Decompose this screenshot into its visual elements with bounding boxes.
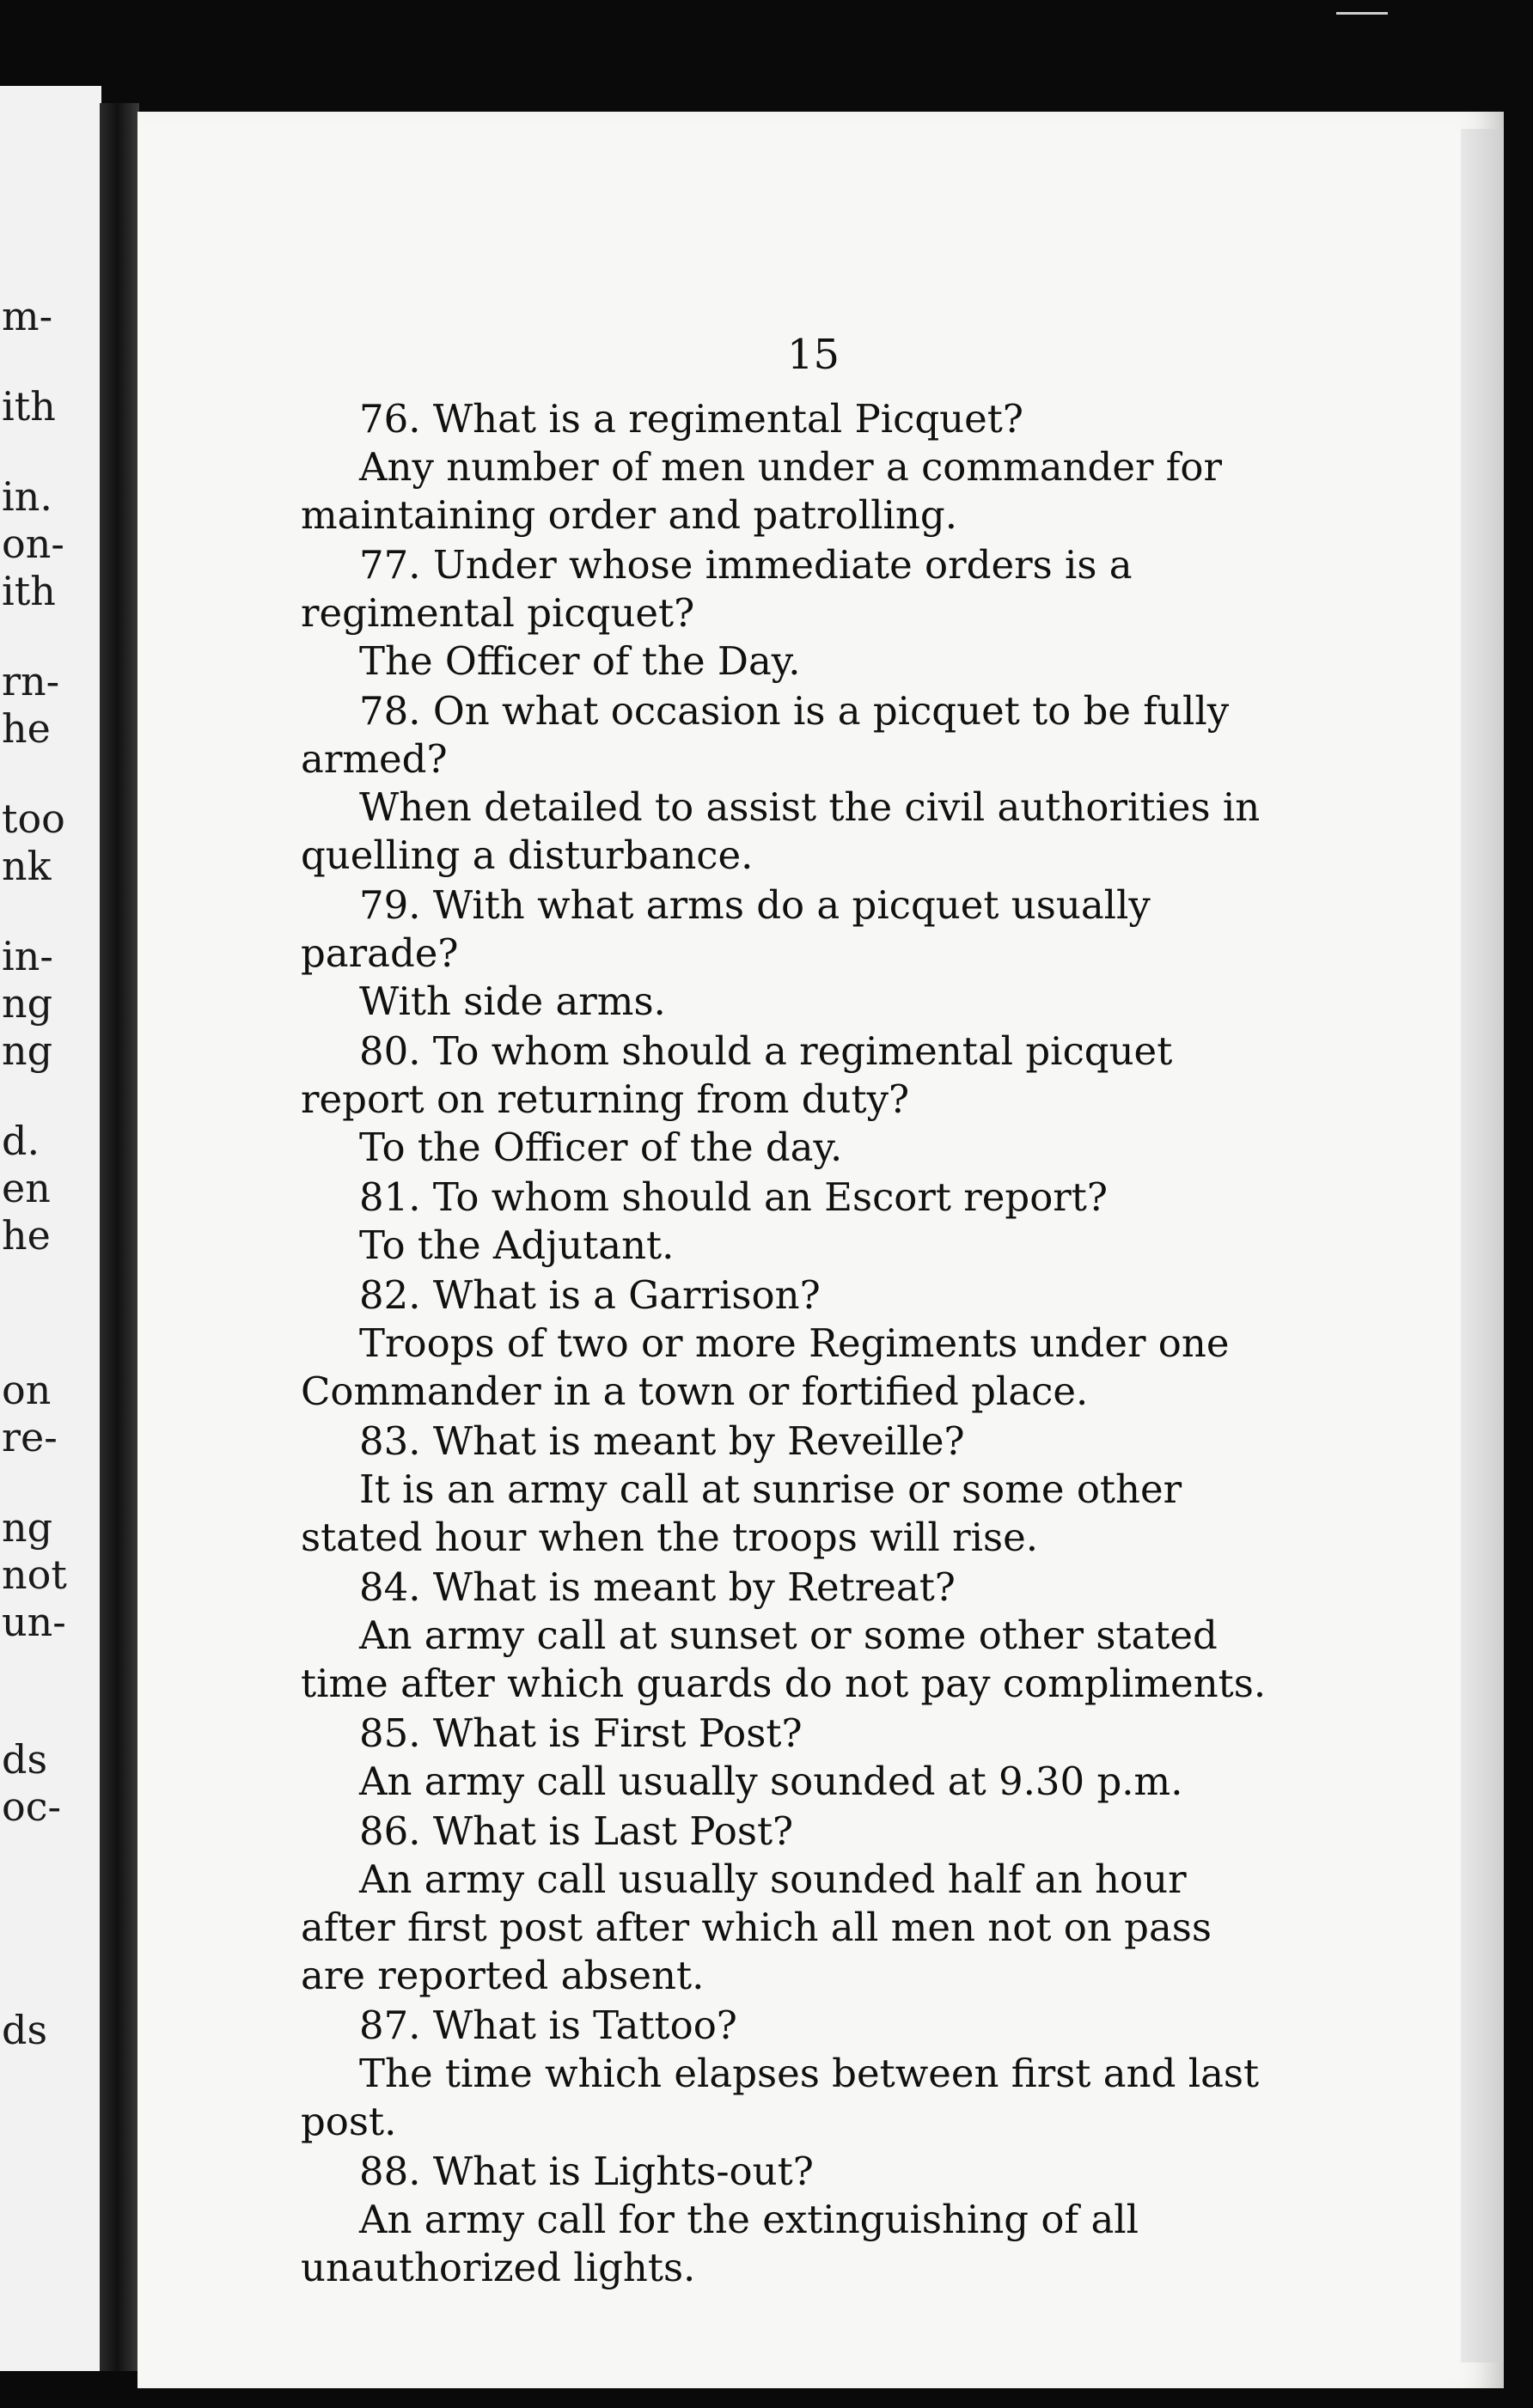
question: 82. What is a Garrison? (359, 1272, 821, 1318)
question: 79. With what arms do a picquet usually parade? (301, 882, 1151, 976)
left-page-fragment: ds (2, 2007, 48, 2053)
left-page-fragment: re- (2, 1414, 58, 1460)
left-page-fragment: not (2, 1551, 67, 1598)
question: 80. To whom should a regimental picquet report on returning from duty? (301, 1028, 1173, 1122)
left-page-fragment: he (2, 705, 51, 752)
answer: It is an army call at sunrise or some other stated hour when the troops will rise. (301, 1466, 1182, 1560)
question: 84. What is meant by Retreat? (359, 1564, 956, 1610)
answer: To the Adjutant. (359, 1222, 675, 1268)
left-page-fragment: rn- (2, 658, 60, 704)
left-page-fragment: ng (2, 1504, 53, 1551)
question: 81. To whom should an Escort report? (359, 1174, 1109, 1220)
left-page-fragment: he (2, 1212, 51, 1259)
answer: An army call at sunset or some other stated time after which guards do not pay compliments. (301, 1612, 1267, 1706)
left-page-fragment: ng (2, 980, 53, 1027)
answer: The time which elapses between first and last post. (301, 2051, 1260, 2144)
page-edge-shadow (1461, 129, 1504, 2362)
question: 76. What is a regimental Picquet? (359, 396, 1023, 442)
question: 85. What is First Post? (359, 1710, 803, 1756)
left-page-fragment: in. (2, 473, 52, 520)
left-page-fragment: un- (2, 1599, 66, 1645)
left-facing-page (0, 86, 101, 2371)
left-page-fragment: d. (2, 1118, 40, 1164)
answer: To the Officer of the day. (359, 1125, 843, 1170)
left-page-fragment: ds (2, 1736, 48, 1783)
answer: Any number of men under a commander for maintaining order and patrolling. (301, 444, 1223, 538)
answer: When detailed to assist the civil authorities in quelling a disturbance. (301, 784, 1261, 878)
left-page-fragment: in- (2, 933, 53, 979)
question: 83. What is meant by Reveille? (359, 1418, 965, 1464)
answer: An army call usually sounded half an hour after first post after which all men not on pass are reported absent. (301, 1856, 1212, 1998)
left-page-fragment: m- (2, 293, 53, 339)
answer: The Officer of the Day. (359, 638, 801, 684)
left-page-fragment: ith (2, 568, 56, 614)
left-page-fragment: on (2, 1367, 52, 1413)
left-page-fragment: nk (2, 843, 52, 889)
page-number: 15 (787, 331, 840, 379)
answer: An army call usually sounded at 9.30 p.m. (359, 1759, 1183, 1804)
left-page-fragment: ith (2, 383, 56, 430)
question: 86. What is Last Post? (359, 1808, 794, 1854)
question: 87. What is Tattoo? (359, 2003, 737, 2048)
question: 88. What is Lights-out? (359, 2149, 814, 2194)
book-gutter (100, 103, 139, 2371)
left-page-fragment: oc- (2, 1783, 61, 1830)
question: 77. Under whose immediate orders is a regimental picquet? (301, 542, 1133, 636)
left-page-fragment: on- (2, 521, 64, 567)
left-page-fragment: ng (2, 1027, 53, 1074)
book-page (137, 112, 1504, 2388)
answer: An army call for the extinguishing of all unauthorized lights. (301, 2197, 1139, 2290)
answer: With side arms. (359, 978, 666, 1024)
left-page-fragment: too (2, 796, 65, 842)
scan-edge-mark (1336, 0, 1388, 15)
qa-list (301, 395, 1280, 2294)
answer: Troops of two or more Regiments under one Commander in a town or fortified place. (301, 1320, 1230, 1414)
left-page-fragment: en (2, 1165, 51, 1211)
question: 78. On what occasion is a picquet to be fully armed? (301, 688, 1230, 782)
